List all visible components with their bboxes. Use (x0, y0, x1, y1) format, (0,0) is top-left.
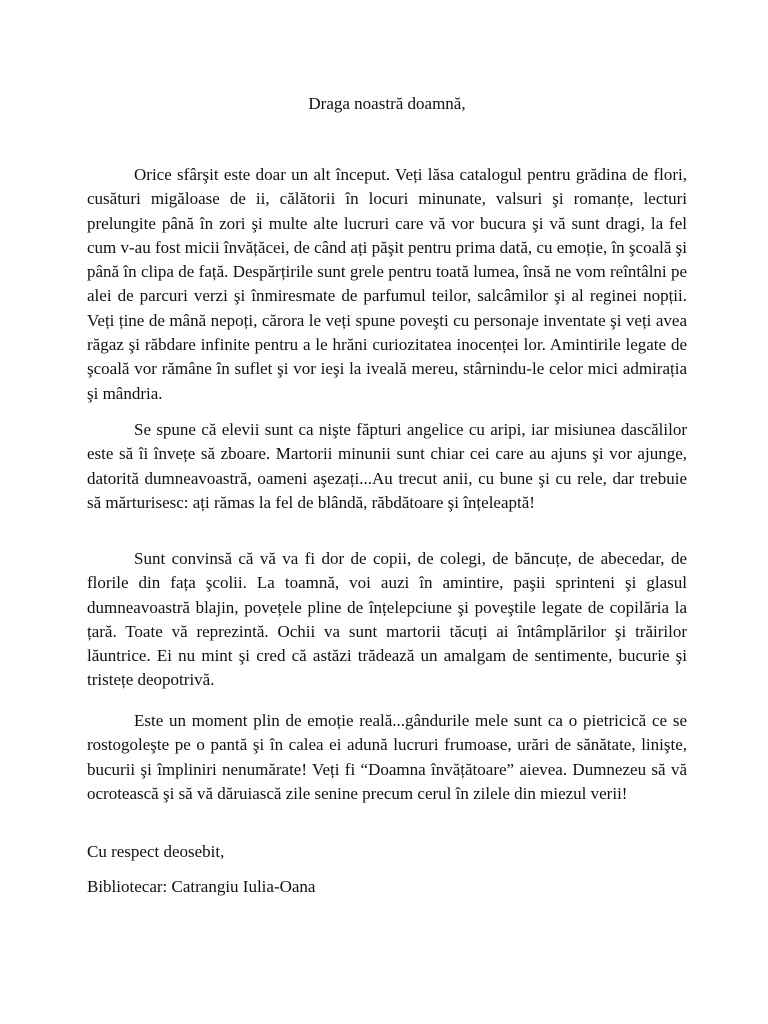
letter-paragraph-3: Sunt convinsă că vă va fi dor de copii, de colegi, de băncuțe, de abecedar, de florile din fața şcolii. La toamnă, voi auzi în amintire, paşii sprinteni şi glasul dumneavoastră blajin, povețele pline de înțelepciune şi poveştile legate de copilăria la țară. Toate vă reprezintă. Ochii va sunt martorii tăcuți ai întâmplărilor şi trăirilor lăuntrice. Ei nu mint şi cred că astăzi trădează un amalgam de sentimente, bucurie şi tristețe deopotrivă. (87, 549, 687, 690)
letter-salutation: Draga noastră doamnă, (308, 94, 466, 113)
letter-page (87, 0, 687, 1024)
letter-paragraph-2: Se spune că elevii sunt ca nişte făpturi angelice cu aripi, iar misiunea dascălilor este să îi învețe să zboare. Martorii minunii sunt chiar cei care au ajuns şi vor ajunge, datorită dumneavoastră, oameni aşezați...Au trecut anii, cu bune şi cu rele, dar trebuie să mărturisesc: ați rămas la fel de blândă, răbdătoare şi înțeleaptă! (87, 420, 687, 512)
letter-signature: Bibliotecar: Catrangiu Iulia-Oana (87, 877, 316, 896)
letter-paragraph-4: Este un moment plin de emoție reală...gândurile mele sunt ca o pietricică ce se rostogoleşte pe o pantă şi în calea ei adună lucruri frumoase, urări de sănătate, linişte, bucurii şi împliniri nenumărate! Veți fi “Doamna învățătoare” aievea. Dumnezeu să vă ocrotească şi să vă dăruiască zile senine precum cerul în zilele din miezul verii! (87, 711, 687, 803)
letter-closing: Cu respect deosebit, (87, 842, 225, 861)
letter-paragraph-1: Orice sfârşit este doar un alt început. Veți lăsa catalogul pentru grădina de flori, cusături migăloase de ii, călătorii în locuri minunate, valsuri şi romanțe, lecturi prelungite până în zori şi multe alte lucruri care vă vor bucura şi vă sunt dragi, la fel cum v-au fost micii învățăcei, de când ați păşit pentru prima dată, cu emoție, în şcoală şi până în clipa de față. Despărțirile sunt grele pentru toată lumea, însă ne vom reîntâlni pe alei de parcuri verzi şi înmiresmate de parfumul teilor, salcâmilor şi al reginei nopții. Veți ține de mână nepoți, cărora le veți spune poveşti cu personaje inventate şi veți avea răgaz şi răbdare infinite pentru a le hrăni curiozitatea inocenței lor. Amintirile legate de şcoală vor rămâne în suflet şi vor ieşi la iveală mereu, stârnindu-le celor mici admirația şi mândria. (87, 165, 687, 403)
